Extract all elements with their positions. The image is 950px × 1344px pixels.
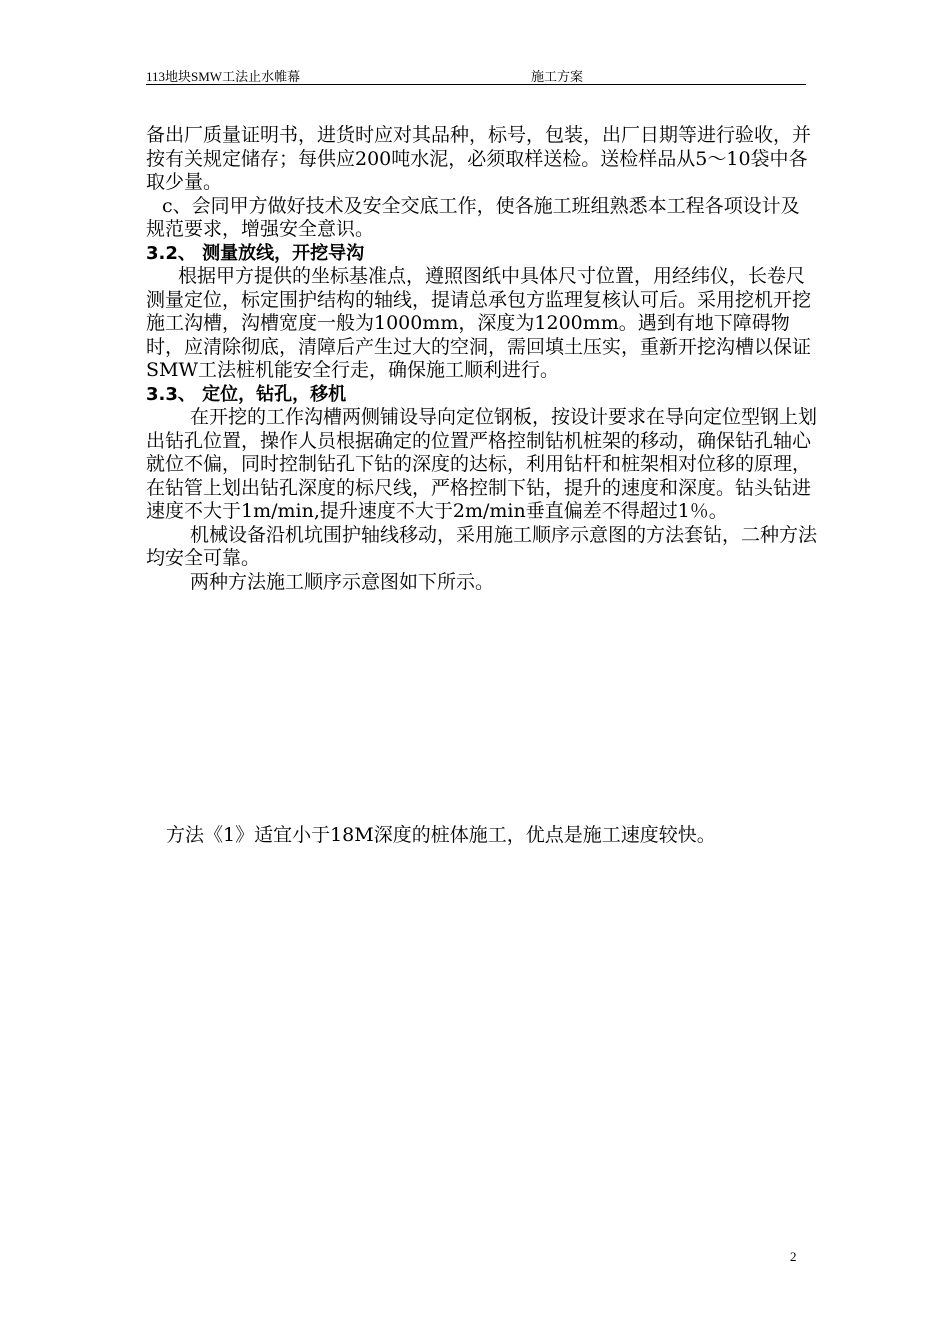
section-heading-3-2: 3.2、 测量放线，开挖导沟 — [146, 242, 365, 264]
paragraph-drilling-positioning: 在开挖的工作沟槽两侧铺设导向定位钢板，按设计要求在导向定位型钢上划出钻孔位置，操作人员根据确定的位置严格控制钻机桩架的移动，确保钻孔轴心就位不偏，同时控制钻孔下钻的深度的达标，利用钻杆和桩架相对位移的原理，在钻管上划出钻孔深度的标尺线，严格控制下钻，提升的速度和深度。钻头钻进速度不大于1m/min,提升速度不大于2m/min垂直偏差不得超过1％。 — [146, 406, 818, 522]
document-body — [146, 124, 818, 594]
paragraph-material-acceptance: 备出厂质量证明书，进货时应对其品种，标号，包装，出厂日期等进行验收，并按有关规定储存；每供应200吨水泥，必须取样送检。送检样品从5～10袋中各取少量。 — [146, 124, 812, 193]
paragraph-diagram-intro: 两种方法施工顺序示意图如下所示。 — [190, 570, 495, 593]
paragraph-survey-layout: 根据甲方提供的坐标基准点，遵照图纸中具体尺寸位置，用经纬仪，长卷尺测量定位，标定围护结构的轴线，提请总承包方监理复核认可后。采用挖机开挖施工沟槽，沟槽宽度一般为1000mm，深度为1200mm。遇到有地下障碍物时，应清除彻底，清障后产生过大的空洞，需回填土压实，重新开挖沟槽以保证SMW工法桩机能安全行走，确保施工顺利进行。 — [146, 265, 812, 381]
page-header — [146, 62, 806, 85]
paragraph-machine-movement: 机械设备沿机坑围护轴线移动，采用施工顺序示意图的方法套钻，二种方法均安全可靠。 — [146, 523, 818, 569]
section-heading-3-3: 3.3、 定位，钻孔，移机 — [146, 383, 347, 405]
method-1-note: 方法《1》适宜小于18M深度的桩体施工，优点是施工速度较快。 — [166, 824, 716, 846]
header-document-type: 施工方案 — [531, 69, 584, 84]
header-project-title: 113地块SMW工法止水帷幕 — [146, 69, 301, 84]
page-number: 2 — [790, 1249, 797, 1264]
paragraph-technical-briefing: c、会同甲方做好技术及安全交底工作，使各施工班组熟悉本工程各项设计及规范要求，增强安全意识。 — [146, 194, 800, 240]
